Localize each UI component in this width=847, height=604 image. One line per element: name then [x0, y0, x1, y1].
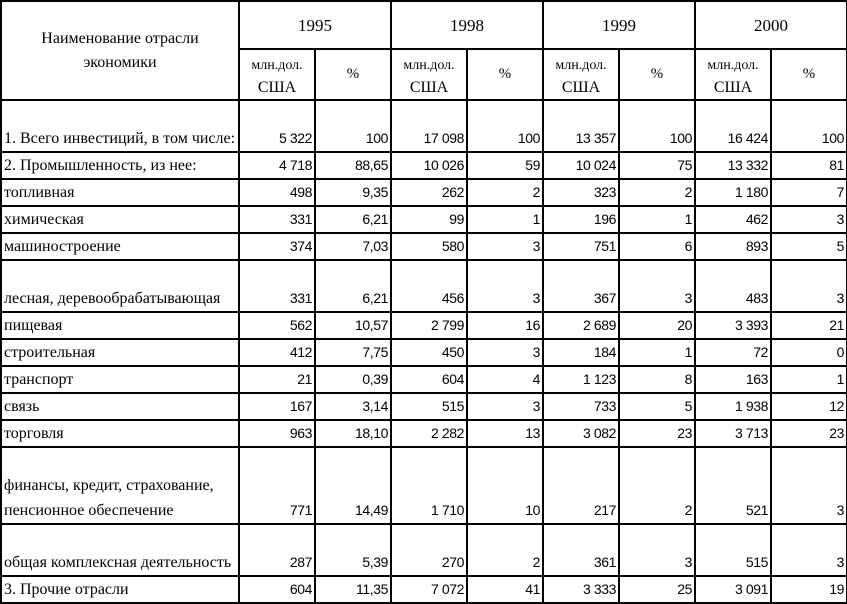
- table-row: [1, 100, 847, 152]
- value-percent-cell: 5: [771, 233, 847, 260]
- value-percent-cell: 25: [619, 576, 695, 603]
- value-percent-cell: 2: [619, 447, 695, 524]
- year-header-1999: 1999: [543, 1, 695, 49]
- value-percent-cell: 3: [771, 447, 847, 524]
- unit-label-line1: млн.дол.: [403, 58, 455, 73]
- industry-name-cell: 3. Прочие отрасли: [1, 576, 239, 603]
- value-percent-cell: 88,65: [315, 152, 391, 179]
- value-percent-cell: 100: [771, 100, 847, 152]
- value-percent-cell: 23: [771, 420, 847, 447]
- value-musd-cell: 751: [543, 233, 619, 260]
- value-percent-cell: 7,03: [315, 233, 391, 260]
- value-percent-cell: 6: [619, 233, 695, 260]
- value-musd-cell: 3 333: [543, 576, 619, 603]
- value-percent-cell: 2: [467, 179, 543, 206]
- value-musd-cell: 521: [695, 447, 771, 524]
- table-row: [1, 366, 847, 393]
- industry-name-cell: химическая: [1, 206, 239, 233]
- value-musd-cell: 1 938: [695, 393, 771, 420]
- year-header-1995: 1995: [239, 1, 391, 49]
- value-percent-cell: 3,14: [315, 393, 391, 420]
- unit-label-line2: США: [409, 79, 449, 96]
- value-musd-cell: 2 689: [543, 312, 619, 339]
- value-percent-cell: 0: [771, 339, 847, 366]
- industry-name-cell: лесная, деревообрабатывающая: [1, 260, 239, 312]
- table-body: [1, 100, 847, 603]
- value-musd-cell: 1 123: [543, 366, 619, 393]
- value-percent-cell: 1: [619, 339, 695, 366]
- value-musd-cell: 412: [239, 339, 315, 366]
- industry-name-cell: общая комплексная деятельность: [1, 524, 239, 576]
- value-musd-cell: 16 424: [695, 100, 771, 152]
- table-row: [1, 420, 847, 447]
- value-percent-cell: 81: [771, 152, 847, 179]
- industry-name-cell: финансы, кредит, страхование, пенсионное обеспечение: [1, 447, 239, 524]
- unit-label-line1: млн.дол.: [707, 58, 759, 73]
- value-musd-cell: 604: [239, 576, 315, 603]
- industry-name-cell: машиностроение: [1, 233, 239, 260]
- table-row: [1, 576, 847, 603]
- unit-label-line1: млн.дол.: [555, 58, 607, 73]
- industry-name-cell: торговля: [1, 420, 239, 447]
- industry-name-cell: топливная: [1, 179, 239, 206]
- value-musd-cell: 262: [391, 179, 467, 206]
- value-percent-cell: 3: [619, 524, 695, 576]
- value-musd-cell: 374: [239, 233, 315, 260]
- value-musd-cell: 13 332: [695, 152, 771, 179]
- value-percent-cell: 0,39: [315, 366, 391, 393]
- value-percent-cell: 3: [467, 393, 543, 420]
- value-percent-cell: 10,57: [315, 312, 391, 339]
- value-musd-cell: 217: [543, 447, 619, 524]
- value-percent-cell: 3: [467, 339, 543, 366]
- value-percent-cell: 19: [771, 576, 847, 603]
- year-header-1998: 1998: [391, 1, 543, 49]
- value-percent-cell: 1: [619, 206, 695, 233]
- value-percent-cell: 3: [619, 260, 695, 312]
- table-row: [1, 447, 847, 524]
- value-musd-cell: 456: [391, 260, 467, 312]
- table-row: [1, 260, 847, 312]
- value-percent-cell: 6,21: [315, 206, 391, 233]
- unit-label-line1: млн.дол.: [251, 58, 303, 73]
- value-musd-cell: 331: [239, 206, 315, 233]
- table-row: [1, 152, 847, 179]
- unit-header-percent: %: [315, 49, 391, 100]
- industry-name-cell: 1. Всего инвестиций, в том числе:: [1, 100, 239, 152]
- table-row: [1, 206, 847, 233]
- value-percent-cell: 18,10: [315, 420, 391, 447]
- value-musd-cell: 1 710: [391, 447, 467, 524]
- value-percent-cell: 7,75: [315, 339, 391, 366]
- value-percent-cell: 23: [619, 420, 695, 447]
- value-percent-cell: 11,35: [315, 576, 391, 603]
- value-musd-cell: 562: [239, 312, 315, 339]
- value-musd-cell: 515: [391, 393, 467, 420]
- value-musd-cell: 323: [543, 179, 619, 206]
- unit-header-percent: %: [467, 49, 543, 100]
- value-musd-cell: 604: [391, 366, 467, 393]
- value-musd-cell: 498: [239, 179, 315, 206]
- value-musd-cell: 3 713: [695, 420, 771, 447]
- value-musd-cell: 3 393: [695, 312, 771, 339]
- unit-header-musd: [239, 49, 315, 100]
- industry-name-header: Наименование отрасли экономики: [1, 1, 239, 100]
- value-musd-cell: 367: [543, 260, 619, 312]
- value-percent-cell: 3: [467, 260, 543, 312]
- value-percent-cell: 9,35: [315, 179, 391, 206]
- table-row: [1, 524, 847, 576]
- value-musd-cell: 462: [695, 206, 771, 233]
- value-percent-cell: 1: [467, 206, 543, 233]
- value-musd-cell: 963: [239, 420, 315, 447]
- industry-name-cell: транспорт: [1, 366, 239, 393]
- unit-header-musd: [695, 49, 771, 100]
- value-musd-cell: 893: [695, 233, 771, 260]
- value-musd-cell: 10 026: [391, 152, 467, 179]
- value-musd-cell: 2 282: [391, 420, 467, 447]
- value-musd-cell: 771: [239, 447, 315, 524]
- value-percent-cell: 16: [467, 312, 543, 339]
- value-musd-cell: 10 024: [543, 152, 619, 179]
- value-musd-cell: 361: [543, 524, 619, 576]
- value-musd-cell: 99: [391, 206, 467, 233]
- value-percent-cell: 10: [467, 447, 543, 524]
- value-percent-cell: 14,49: [315, 447, 391, 524]
- industry-name-cell: связь: [1, 393, 239, 420]
- value-percent-cell: 5: [619, 393, 695, 420]
- value-percent-cell: 6,21: [315, 260, 391, 312]
- value-musd-cell: 17 098: [391, 100, 467, 152]
- unit-header-musd: [391, 49, 467, 100]
- value-percent-cell: 20: [619, 312, 695, 339]
- value-percent-cell: 3: [771, 524, 847, 576]
- value-percent-cell: 100: [467, 100, 543, 152]
- value-percent-cell: 2: [619, 179, 695, 206]
- value-percent-cell: 100: [619, 100, 695, 152]
- value-percent-cell: 41: [467, 576, 543, 603]
- table-row: [1, 339, 847, 366]
- value-percent-cell: 13: [467, 420, 543, 447]
- value-percent-cell: 3: [467, 233, 543, 260]
- value-percent-cell: 21: [771, 312, 847, 339]
- value-musd-cell: 580: [391, 233, 467, 260]
- value-musd-cell: 4 718: [239, 152, 315, 179]
- value-musd-cell: 3 082: [543, 420, 619, 447]
- value-percent-cell: 2: [467, 524, 543, 576]
- unit-header-musd: [543, 49, 619, 100]
- value-musd-cell: 163: [695, 366, 771, 393]
- value-percent-cell: 59: [467, 152, 543, 179]
- year-header-2000: 2000: [695, 1, 847, 49]
- value-percent-cell: 12: [771, 393, 847, 420]
- value-musd-cell: 5 322: [239, 100, 315, 152]
- value-percent-cell: 1: [771, 366, 847, 393]
- table-row: [1, 393, 847, 420]
- value-musd-cell: 287: [239, 524, 315, 576]
- industry-name-cell: пищевая: [1, 312, 239, 339]
- value-musd-cell: 72: [695, 339, 771, 366]
- value-musd-cell: 733: [543, 393, 619, 420]
- unit-label-line2: США: [713, 79, 753, 96]
- value-percent-cell: 100: [315, 100, 391, 152]
- value-musd-cell: 167: [239, 393, 315, 420]
- unit-label-line2: США: [257, 79, 297, 96]
- value-musd-cell: 196: [543, 206, 619, 233]
- value-musd-cell: 3 091: [695, 576, 771, 603]
- value-percent-cell: 4: [467, 366, 543, 393]
- value-musd-cell: 184: [543, 339, 619, 366]
- value-musd-cell: 270: [391, 524, 467, 576]
- industry-name-cell: строительная: [1, 339, 239, 366]
- header-row-years: [1, 1, 847, 49]
- unit-label-line2: США: [561, 79, 601, 96]
- unit-header-percent: %: [771, 49, 847, 100]
- table-row: [1, 233, 847, 260]
- value-musd-cell: 515: [695, 524, 771, 576]
- value-musd-cell: 331: [239, 260, 315, 312]
- value-musd-cell: 1 180: [695, 179, 771, 206]
- value-percent-cell: 8: [619, 366, 695, 393]
- industry-name-cell: 2. Промышленность, из нее:: [1, 152, 239, 179]
- value-percent-cell: 7: [771, 179, 847, 206]
- value-musd-cell: 2 799: [391, 312, 467, 339]
- value-percent-cell: 3: [771, 260, 847, 312]
- value-musd-cell: 7 072: [391, 576, 467, 603]
- value-percent-cell: 75: [619, 152, 695, 179]
- value-musd-cell: 483: [695, 260, 771, 312]
- value-percent-cell: 3: [771, 206, 847, 233]
- unit-header-percent: %: [619, 49, 695, 100]
- value-percent-cell: 5,39: [315, 524, 391, 576]
- value-musd-cell: 450: [391, 339, 467, 366]
- table-row: [1, 179, 847, 206]
- table-row: [1, 312, 847, 339]
- value-musd-cell: 21: [239, 366, 315, 393]
- value-musd-cell: 13 357: [543, 100, 619, 152]
